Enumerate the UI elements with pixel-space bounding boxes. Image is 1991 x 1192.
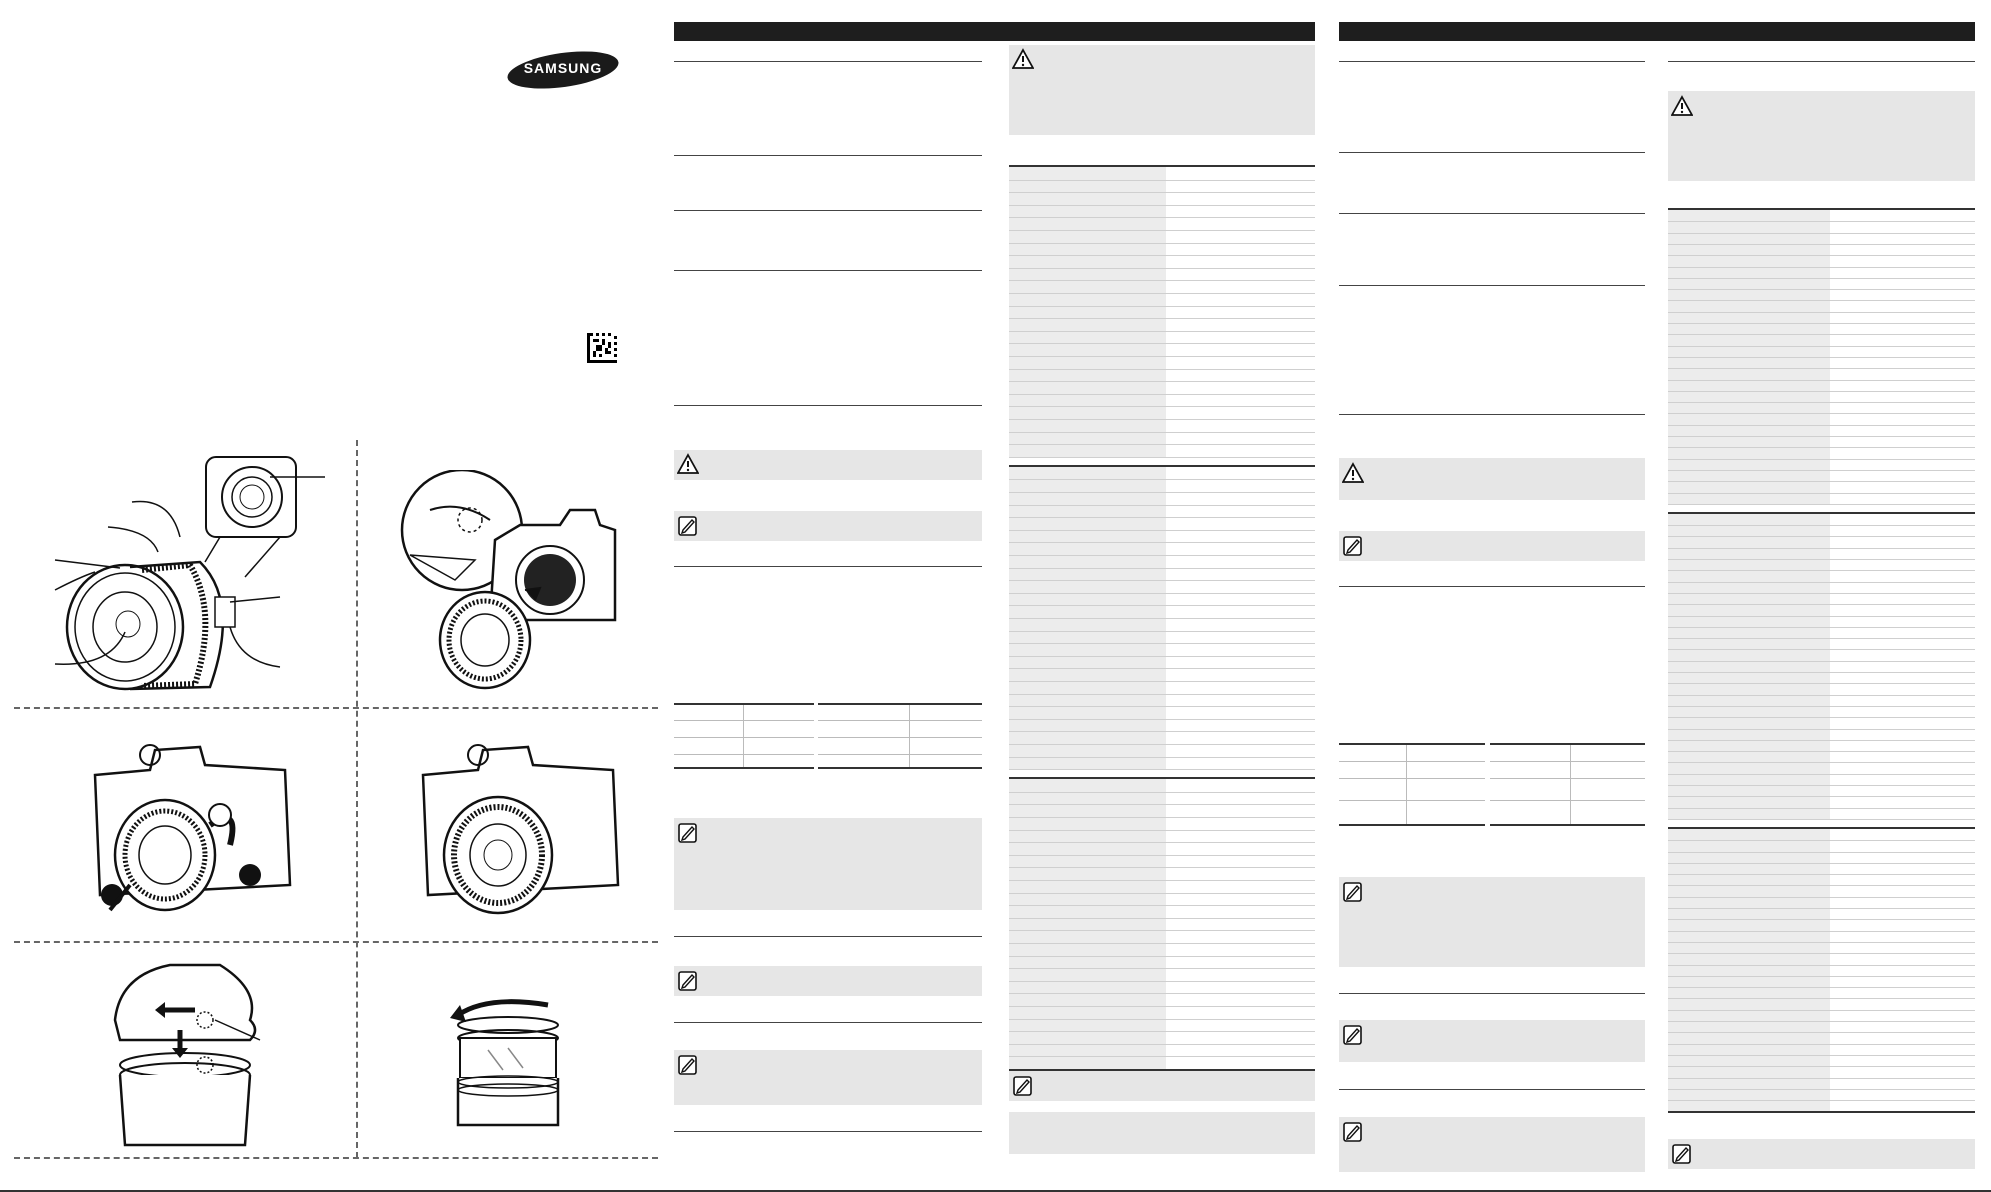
spec-table-row bbox=[1009, 867, 1315, 868]
spec-table-row bbox=[1009, 255, 1315, 256]
section-rule bbox=[674, 155, 982, 156]
spec-table-row bbox=[1009, 668, 1315, 669]
spec-table-row bbox=[1668, 1021, 1975, 1022]
figure-divider-row1 bbox=[14, 707, 658, 709]
spec-table-row bbox=[1668, 559, 1975, 560]
note-box bbox=[674, 966, 982, 996]
spec-table-row bbox=[1009, 580, 1315, 581]
spec-table-row bbox=[1668, 852, 1975, 853]
mini-table-vline bbox=[743, 705, 744, 767]
note-pencil-icon bbox=[1342, 535, 1364, 557]
spec-table-row bbox=[1668, 976, 1975, 977]
spec-table-row bbox=[1668, 346, 1975, 347]
spec-table-row bbox=[1009, 432, 1315, 433]
spec-table-row bbox=[1668, 267, 1975, 268]
spec-table-row bbox=[1668, 334, 1975, 335]
spec-table-row bbox=[1668, 706, 1975, 707]
spec-table-row bbox=[1668, 796, 1975, 797]
spec-table-row bbox=[1009, 769, 1315, 770]
spec-table-row bbox=[1009, 343, 1315, 344]
spec-table-row bbox=[1668, 459, 1975, 460]
mini-table-line bbox=[818, 720, 982, 721]
spec-table-row bbox=[1009, 1056, 1315, 1057]
mini-table-line bbox=[1490, 800, 1645, 801]
spec-table-row bbox=[1668, 863, 1975, 864]
spec-table-row bbox=[1009, 893, 1315, 894]
spec-table-row bbox=[1668, 649, 1975, 650]
figure-divider-row2 bbox=[14, 941, 658, 943]
mini-table-line bbox=[818, 737, 982, 738]
spec-table-row bbox=[1668, 493, 1975, 494]
spec-table-row bbox=[1009, 930, 1315, 931]
spec-table-row bbox=[1668, 312, 1975, 313]
spec-table-row bbox=[1668, 323, 1975, 324]
spec-table-row bbox=[1009, 681, 1315, 682]
spec-table-row bbox=[1668, 470, 1975, 471]
mini-table-line bbox=[1490, 761, 1645, 762]
spec-table-row bbox=[1009, 943, 1315, 944]
note-pencil-icon bbox=[1671, 1143, 1693, 1165]
spec-table-row bbox=[1009, 1006, 1315, 1007]
attach-lens-diagram bbox=[400, 470, 630, 700]
spec-table-row bbox=[1668, 436, 1975, 437]
spec-table-row bbox=[1668, 525, 1975, 526]
note-pencil-icon bbox=[677, 822, 699, 844]
figure-divider-bottom bbox=[14, 1157, 658, 1159]
mini-table-line bbox=[1339, 778, 1485, 779]
spec-table-row bbox=[1668, 244, 1975, 245]
spec-table-row bbox=[1009, 542, 1315, 543]
spec-table-row bbox=[1009, 1031, 1315, 1032]
spec-table-row bbox=[1009, 631, 1315, 632]
note-box bbox=[1009, 1071, 1315, 1101]
spec-table-row bbox=[1009, 993, 1315, 994]
spec-table-row bbox=[1009, 457, 1315, 458]
spec-table-row bbox=[1668, 627, 1975, 628]
spec-table-row bbox=[1009, 804, 1315, 805]
spec-table-row bbox=[1668, 1089, 1975, 1090]
mini-table-line bbox=[674, 720, 814, 721]
note-pencil-icon bbox=[1012, 1075, 1034, 1097]
mini-table-vline bbox=[909, 705, 910, 767]
spec-table-row bbox=[1668, 1032, 1975, 1033]
spec-table-row bbox=[1009, 505, 1315, 506]
spec-table-row bbox=[1668, 447, 1975, 448]
warning-box bbox=[674, 450, 982, 480]
warning-box bbox=[1668, 91, 1975, 181]
spec-table-row bbox=[1009, 731, 1315, 732]
spec-table-row bbox=[1009, 643, 1315, 644]
spec-table-row bbox=[1668, 717, 1975, 718]
spec-table-row bbox=[1668, 380, 1975, 381]
section-rule bbox=[1339, 213, 1645, 214]
section-rule bbox=[674, 405, 982, 406]
note-pencil-icon bbox=[677, 515, 699, 537]
section-rule bbox=[674, 270, 982, 271]
spec-table-row bbox=[1009, 719, 1315, 720]
spec-table-row bbox=[1009, 568, 1315, 569]
section-rule bbox=[1339, 414, 1645, 415]
mini-table-line bbox=[674, 737, 814, 738]
spec-table-row bbox=[1668, 840, 1975, 841]
warning-triangle-icon bbox=[1342, 462, 1364, 484]
figure-divider-vertical bbox=[356, 440, 358, 1158]
spec-table-row bbox=[1668, 300, 1975, 301]
spec-table-row bbox=[1009, 479, 1315, 480]
mini-table-foot bbox=[818, 767, 982, 769]
spec-table-row bbox=[1009, 842, 1315, 843]
section-header-bar bbox=[674, 22, 1315, 41]
spec-table-row bbox=[1668, 221, 1975, 222]
mini-table-vline bbox=[1406, 745, 1407, 824]
mini-table-vline bbox=[1570, 745, 1571, 824]
spec-table-row bbox=[1668, 255, 1975, 256]
spec-table-row bbox=[1668, 751, 1975, 752]
mini-table-line bbox=[818, 754, 982, 755]
mini-table-foot bbox=[1490, 824, 1645, 826]
spec-table-row bbox=[1668, 874, 1975, 875]
note-box bbox=[1339, 1117, 1645, 1172]
note-box bbox=[674, 1050, 982, 1105]
spec-table-row bbox=[1668, 536, 1975, 537]
spec-table-row bbox=[1668, 762, 1975, 763]
spec-table-row bbox=[1668, 481, 1975, 482]
spec-table-row bbox=[1668, 289, 1975, 290]
warning-triangle-icon bbox=[677, 453, 699, 475]
spec-table-row bbox=[1668, 819, 1975, 820]
spec-table-row bbox=[1009, 444, 1315, 445]
spec-table-row bbox=[1668, 729, 1975, 730]
spec-table-row bbox=[1009, 280, 1315, 281]
spec-table-row bbox=[1009, 419, 1315, 420]
spec-table-row bbox=[1668, 368, 1975, 369]
mini-table-head bbox=[1490, 743, 1645, 745]
note-box bbox=[1668, 1139, 1975, 1169]
spec-table-row bbox=[1009, 205, 1315, 206]
mini-table-head bbox=[818, 703, 982, 705]
note-box bbox=[674, 511, 982, 541]
attach-hood-diagram bbox=[110, 960, 290, 1150]
section-rule bbox=[674, 566, 982, 567]
mini-table-head bbox=[1339, 743, 1485, 745]
spec-table-row bbox=[1009, 706, 1315, 707]
section-rule bbox=[674, 1131, 982, 1132]
section-rule bbox=[1339, 1089, 1645, 1090]
spec-table-row bbox=[1009, 880, 1315, 881]
spec-table-end bbox=[1668, 1111, 1975, 1113]
section-rule bbox=[1339, 586, 1645, 587]
note-box bbox=[1339, 877, 1645, 967]
spec-table-row bbox=[1668, 425, 1975, 426]
spec-table-row bbox=[1009, 618, 1315, 619]
spec-table-row bbox=[1668, 604, 1975, 605]
warning-triangle-icon bbox=[1671, 95, 1693, 117]
spec-table-row bbox=[1668, 885, 1975, 886]
spec-table-row bbox=[1668, 1044, 1975, 1045]
spec-table-row bbox=[1668, 740, 1975, 741]
spec-table-row bbox=[1009, 830, 1315, 831]
spec-table-row bbox=[1009, 331, 1315, 332]
spec-table-row bbox=[1009, 243, 1315, 244]
spec-table-row bbox=[1668, 616, 1975, 617]
mini-table-line bbox=[674, 754, 814, 755]
spec-table-row bbox=[1668, 1066, 1975, 1067]
spec-table-row bbox=[1009, 1019, 1315, 1020]
note-box bbox=[674, 818, 982, 910]
spec-table-row bbox=[1668, 908, 1975, 909]
samsung-logo-text: SAMSUNG bbox=[523, 60, 603, 76]
section-rule bbox=[1339, 285, 1645, 286]
warning-box bbox=[1339, 458, 1645, 500]
spec-table-row bbox=[1009, 406, 1315, 407]
spec-table-row bbox=[1009, 180, 1315, 181]
spec-table-row bbox=[1668, 661, 1975, 662]
spec-table-row bbox=[1009, 381, 1315, 382]
spec-table-row bbox=[1668, 1100, 1975, 1101]
spec-table-row bbox=[1009, 593, 1315, 594]
spec-table-row bbox=[1009, 530, 1315, 531]
spec-table-row bbox=[1668, 278, 1975, 279]
spec-table-row bbox=[1009, 817, 1315, 818]
spec-table-row bbox=[1668, 504, 1975, 505]
spec-table-row bbox=[1009, 792, 1315, 793]
section-rule bbox=[674, 1022, 982, 1023]
spec-table-row bbox=[1668, 402, 1975, 403]
spec-table-row bbox=[1009, 306, 1315, 307]
section-rule bbox=[1339, 993, 1645, 994]
spec-label-column bbox=[1009, 779, 1166, 1069]
info-box bbox=[1009, 1112, 1315, 1154]
spec-table-row bbox=[1668, 998, 1975, 999]
spec-table-row bbox=[1668, 774, 1975, 775]
spec-table-row bbox=[1668, 582, 1975, 583]
spec-table-row bbox=[1009, 192, 1315, 193]
warning-triangle-icon bbox=[1012, 48, 1034, 70]
spec-table-row bbox=[1668, 931, 1975, 932]
specifications-table bbox=[1009, 165, 1315, 1065]
spec-table-row bbox=[1668, 672, 1975, 673]
spec-table-row bbox=[1009, 555, 1315, 556]
spec-table-row bbox=[1668, 593, 1975, 594]
spec-table-row bbox=[1668, 570, 1975, 571]
specifications-table bbox=[1668, 208, 1975, 1136]
spec-table-row bbox=[1668, 413, 1975, 414]
spec-table-row bbox=[1668, 695, 1975, 696]
note-box bbox=[1339, 531, 1645, 561]
spec-table-row bbox=[1668, 942, 1975, 943]
data-matrix-code bbox=[587, 333, 617, 363]
spec-table-row bbox=[1009, 230, 1315, 231]
spec-table-row bbox=[1668, 919, 1975, 920]
mini-table-head bbox=[674, 703, 814, 705]
spec-table-row bbox=[1009, 656, 1315, 657]
mini-table-foot bbox=[1339, 824, 1485, 826]
spec-table-row bbox=[1009, 217, 1315, 218]
spec-table-row bbox=[1009, 981, 1315, 982]
spec-table-row bbox=[1009, 1044, 1315, 1045]
mini-table-line bbox=[1490, 778, 1645, 779]
section-rule bbox=[674, 210, 982, 211]
spec-table-row bbox=[1668, 357, 1975, 358]
lens-mounted-diagram bbox=[418, 735, 628, 930]
remove-lens-diagram bbox=[90, 735, 300, 935]
spec-table-row bbox=[1668, 965, 1975, 966]
warning-box bbox=[1009, 45, 1315, 135]
spec-table-row bbox=[1009, 757, 1315, 758]
section-rule bbox=[1668, 61, 1975, 62]
note-pencil-icon bbox=[677, 970, 699, 992]
spec-table-row bbox=[1668, 683, 1975, 684]
spec-table-row bbox=[1009, 968, 1315, 969]
spec-table-row bbox=[1009, 918, 1315, 919]
section-rule bbox=[674, 61, 982, 62]
spec-table-row bbox=[1668, 548, 1975, 549]
spec-table-row bbox=[1009, 956, 1315, 957]
note-pencil-icon bbox=[1342, 1024, 1364, 1046]
spec-table-row bbox=[1009, 517, 1315, 518]
spec-table-row bbox=[1009, 394, 1315, 395]
spec-table-row bbox=[1009, 369, 1315, 370]
section-header-bar bbox=[1339, 22, 1975, 41]
spec-table-row bbox=[1009, 318, 1315, 319]
note-pencil-icon bbox=[1342, 881, 1364, 903]
section-rule bbox=[1339, 61, 1645, 62]
spec-table-row bbox=[1009, 605, 1315, 606]
spec-table-row bbox=[1668, 1055, 1975, 1056]
spec-table-row bbox=[1009, 694, 1315, 695]
spec-table-row bbox=[1668, 953, 1975, 954]
spec-table-row bbox=[1009, 855, 1315, 856]
spec-table-row bbox=[1009, 293, 1315, 294]
spec-table-row bbox=[1668, 638, 1975, 639]
section-rule bbox=[1339, 152, 1645, 153]
note-box bbox=[1339, 1020, 1645, 1062]
note-pencil-icon bbox=[1342, 1121, 1364, 1143]
spec-table-row bbox=[1668, 987, 1975, 988]
spec-table-row bbox=[1668, 1078, 1975, 1079]
spec-table-row bbox=[1668, 391, 1975, 392]
spec-table-row bbox=[1009, 268, 1315, 269]
spec-label-column bbox=[1668, 829, 1830, 1112]
spec-table-row bbox=[1009, 492, 1315, 493]
spec-table-row bbox=[1009, 356, 1315, 357]
mini-table-foot bbox=[674, 767, 814, 769]
spec-table-row bbox=[1668, 1010, 1975, 1011]
note-pencil-icon bbox=[677, 1054, 699, 1076]
mini-table-line bbox=[1339, 800, 1485, 801]
spec-table-row bbox=[1668, 897, 1975, 898]
attach-filter-diagram bbox=[448, 990, 568, 1130]
cover-panel bbox=[0, 0, 660, 1192]
section-rule bbox=[674, 936, 982, 937]
lens-parts-diagram bbox=[50, 452, 350, 702]
spec-table-row bbox=[1668, 233, 1975, 234]
mini-table-line bbox=[1339, 761, 1485, 762]
spec-table-row bbox=[1009, 905, 1315, 906]
spec-label-column bbox=[1009, 167, 1166, 457]
spec-table-row bbox=[1668, 785, 1975, 786]
spec-table-row bbox=[1009, 744, 1315, 745]
spec-table-row bbox=[1668, 808, 1975, 809]
